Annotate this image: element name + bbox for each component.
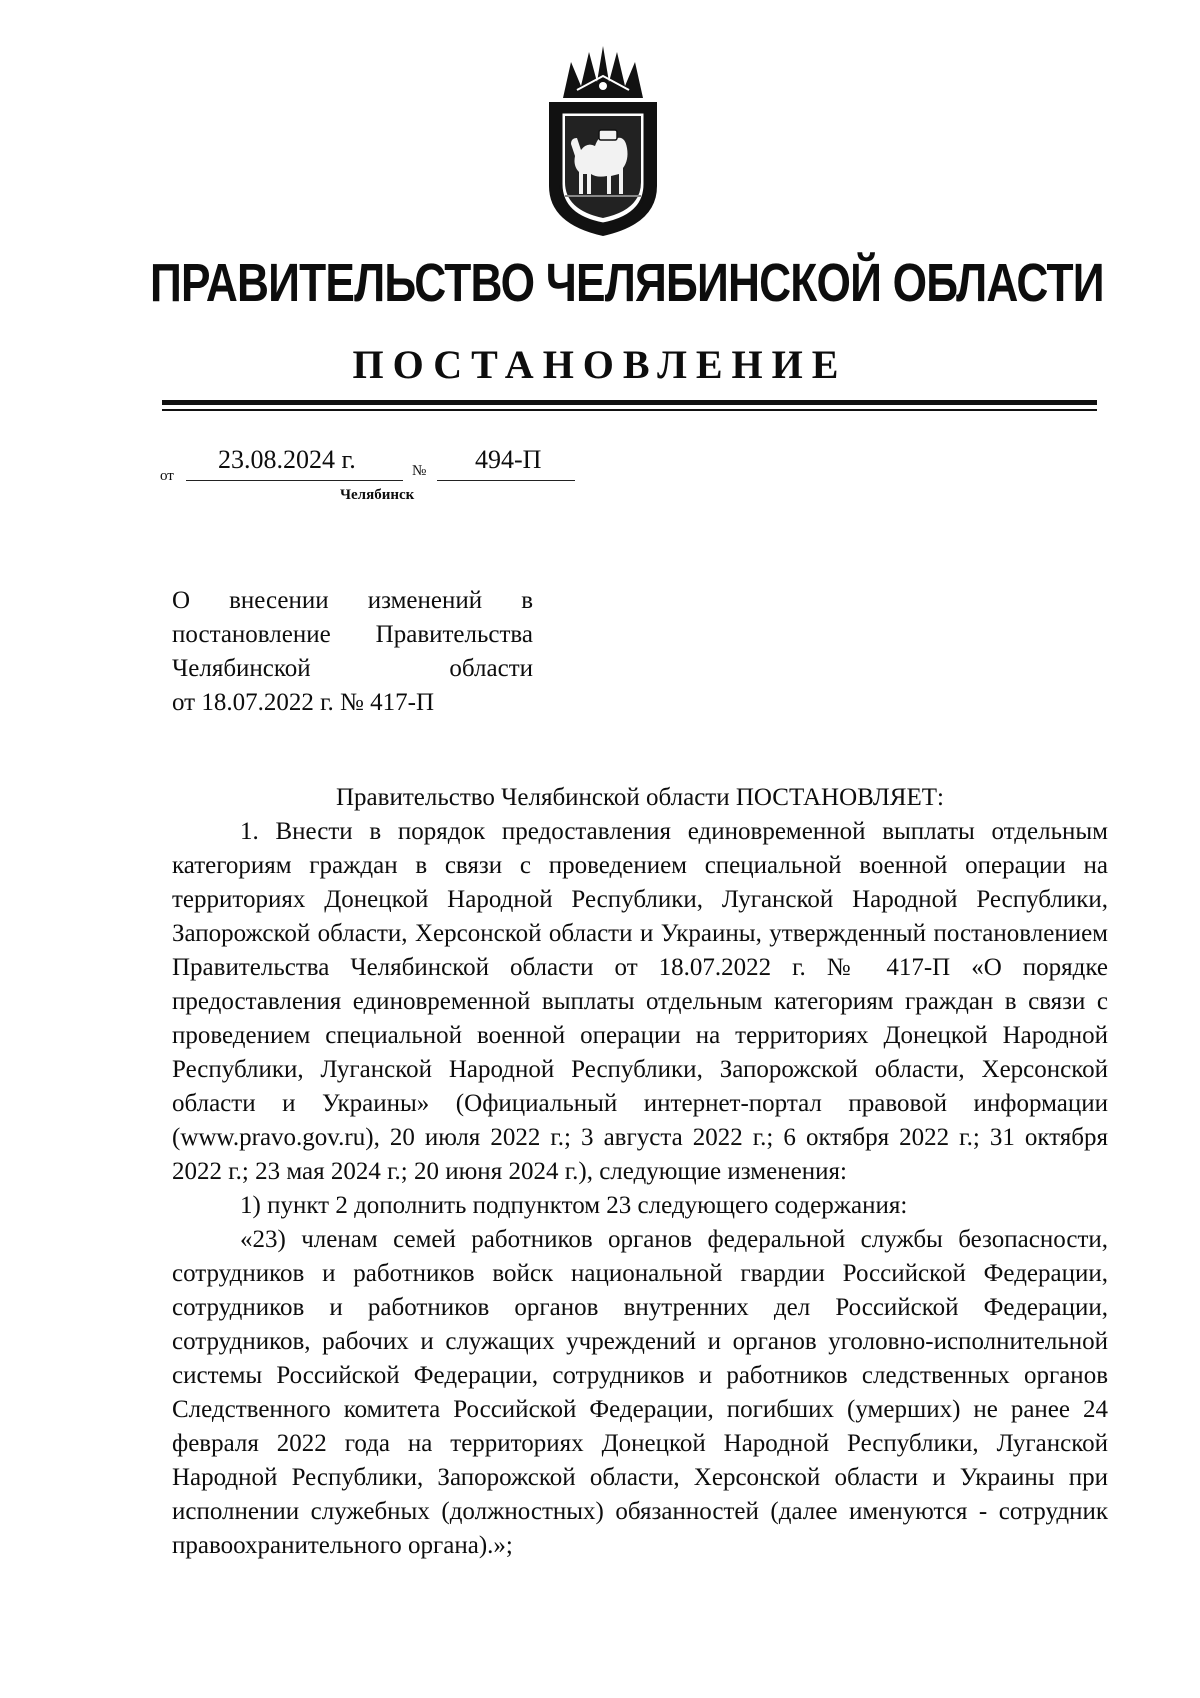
paragraph-subitem-1: 1) пункт 2 дополнить подпунктом 23 следующего содержания: bbox=[240, 1192, 908, 1219]
document-body bbox=[172, 781, 1108, 1563]
number-underline bbox=[437, 480, 575, 481]
number-sign-label: № bbox=[412, 463, 427, 479]
header-divider-thin bbox=[162, 409, 1097, 411]
header-divider-thick bbox=[162, 400, 1097, 405]
resolution-intro: Правительство Челябинской области ПОСТАНОВЛЯЕТ: bbox=[336, 784, 944, 811]
city-label: Челябинск bbox=[340, 487, 415, 503]
date-prefix-label: от bbox=[160, 468, 174, 484]
paragraph-item-1: 1. Внести в порядок предоставления единовременной выплаты отдельным категориям граждан в связи с проведением специальной военной операции на территориях Донецкой Народной Республики, Луганской Народной Республики, Запорожской области, Херсонской области и Украины, утвержденный постановлением Правительства Челябинской области от 18.07.2022 г. № 417-П «О порядке предоставления единовременной выплаты отдельным категориям граждан в связи с проведением специальной военной операции на территориях Донецкой Народной Республики, Луганской Народной Республики, Запорожской области, Херсонской области и Украины» (Официальный интернет-портал правовой информации (www.pravo.gov.ru), 20 июля 2022 г.; 3 августа 2022 г.; 6 октября 2022 г.; 31 октября 2022 г.; 23 мая 2024 г.; 20 июня 2024 г.), следующие изменения: bbox=[172, 818, 1108, 1185]
date-underline bbox=[186, 480, 403, 481]
subject-line: О внесении изменений в bbox=[172, 587, 533, 614]
coat-of-arms-icon bbox=[541, 46, 665, 236]
subject-line: Челябинской области bbox=[172, 655, 533, 682]
government-title: ПРАВИТЕЛЬСТВО ЧЕЛЯБИНСКОЙ ОБЛАСТИ bbox=[150, 253, 1104, 313]
subject-line: постановление Правительства bbox=[172, 621, 533, 648]
document-type-title: ПОСТАНОВЛЕНИЕ bbox=[352, 342, 848, 387]
subject-line: от 18.07.2022 г. № 417-П bbox=[172, 689, 435, 716]
paragraph-quoted-subitem-23: «23) членам семей работников органов федеральной службы безопасности, сотрудников и работников войск национальной гвардии Российской Федерации, сотрудников и работников органов внутренних дел Российской Федерации, сотрудников, рабочих и служащих учреждений и органов уголовно-исполнительной системы Российской Федерации, сотрудников и работников следственных органов Следственного комитета Российской Федерации, погибших (умерших) не ранее 24 февраля 2022 года на территориях Донецкой Народной Республики, Луганской Народной Республики, Запорожской области, Херсонской области и Украины при исполнении служебных (должностных) обязанностей (далее именуются - сотрудник правоохранительного органа).»; bbox=[172, 1226, 1108, 1559]
document-date: 23.08.2024 г. bbox=[218, 445, 356, 474]
document-subject bbox=[172, 584, 533, 720]
document-number: 494-П bbox=[475, 445, 542, 474]
